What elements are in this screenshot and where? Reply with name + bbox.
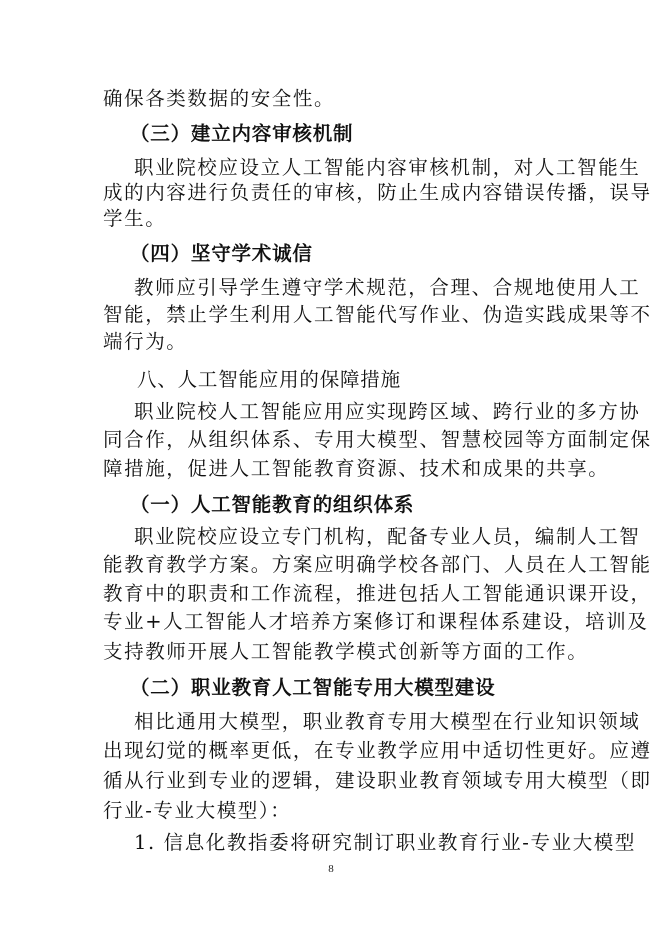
- paragraph-line: 出现幻觉的概率更低，在专业教学应用中适切性更好。应遵: [103, 739, 652, 762]
- paragraph-line: 学生。: [103, 207, 167, 230]
- page-number: 8: [328, 863, 334, 875]
- numbered-item-line: 1. 信息化教指委将研究制订职业教育行业-专业大模型: [134, 831, 636, 854]
- paragraph-line: 循从行业到专业的逻辑，建设职业教育领域专用大模型（即: [103, 769, 652, 792]
- subsection-heading-1: （一）人工智能教育的组织体系: [130, 493, 415, 516]
- paragraph-line: 职业院校人工智能应用应实现跨区域、跨行业的多方协: [134, 400, 641, 423]
- paragraph-line: 专业+人工智能人才培养方案修订和课程体系建设，培训及: [103, 610, 649, 633]
- paragraph-line: 教师应引导学生遵守学术规范，合理、合规地使用人工: [134, 276, 641, 299]
- paragraph-line: 确保各类数据的安全性。: [103, 87, 336, 110]
- paragraph-line: 障措施，促进人工智能教育资源、技术和成果的共享。: [103, 457, 610, 480]
- paragraph-line: 能教育教学方案。方案应明确学校各部门、人员在人工智能: [103, 553, 652, 576]
- paragraph-line: 端行为。: [103, 330, 188, 353]
- subsection-heading-2: （二）职业教育人工智能专用大模型建设: [130, 676, 496, 699]
- section-heading-8: 八、人工智能应用的保障措施: [137, 368, 401, 391]
- paragraph-line: 同合作，从组织体系、专用大模型、智慧校园等方面制定保: [103, 428, 652, 451]
- subsection-heading-4: （四）坚守学术诚信: [130, 242, 313, 265]
- paragraph-line: 成的内容进行负责任的审核，防止生成内容错误传播，误导: [103, 181, 652, 204]
- paragraph-line: 职业院校应设立专门机构，配备专业人员，编制人工智: [134, 525, 641, 548]
- paragraph-line: 相比通用大模型，职业教育专用大模型在行业知识领域: [134, 710, 641, 733]
- paragraph-line: 支持教师开展人工智能教学模式创新等方面的工作。: [103, 640, 589, 663]
- paragraph-line: 教育中的职责和工作流程，推进包括人工智能通识课开设，: [103, 582, 652, 605]
- paragraph-line: 行业-专业大模型）：: [103, 799, 292, 822]
- subsection-heading-3: （三）建立内容审核机制: [130, 122, 354, 145]
- paragraph-line: 智能，禁止学生利用人工智能代写作业、伪造实践成果等不: [103, 303, 652, 326]
- paragraph-line: 职业院校应设立人工智能内容审核机制，对人工智能生: [134, 156, 641, 179]
